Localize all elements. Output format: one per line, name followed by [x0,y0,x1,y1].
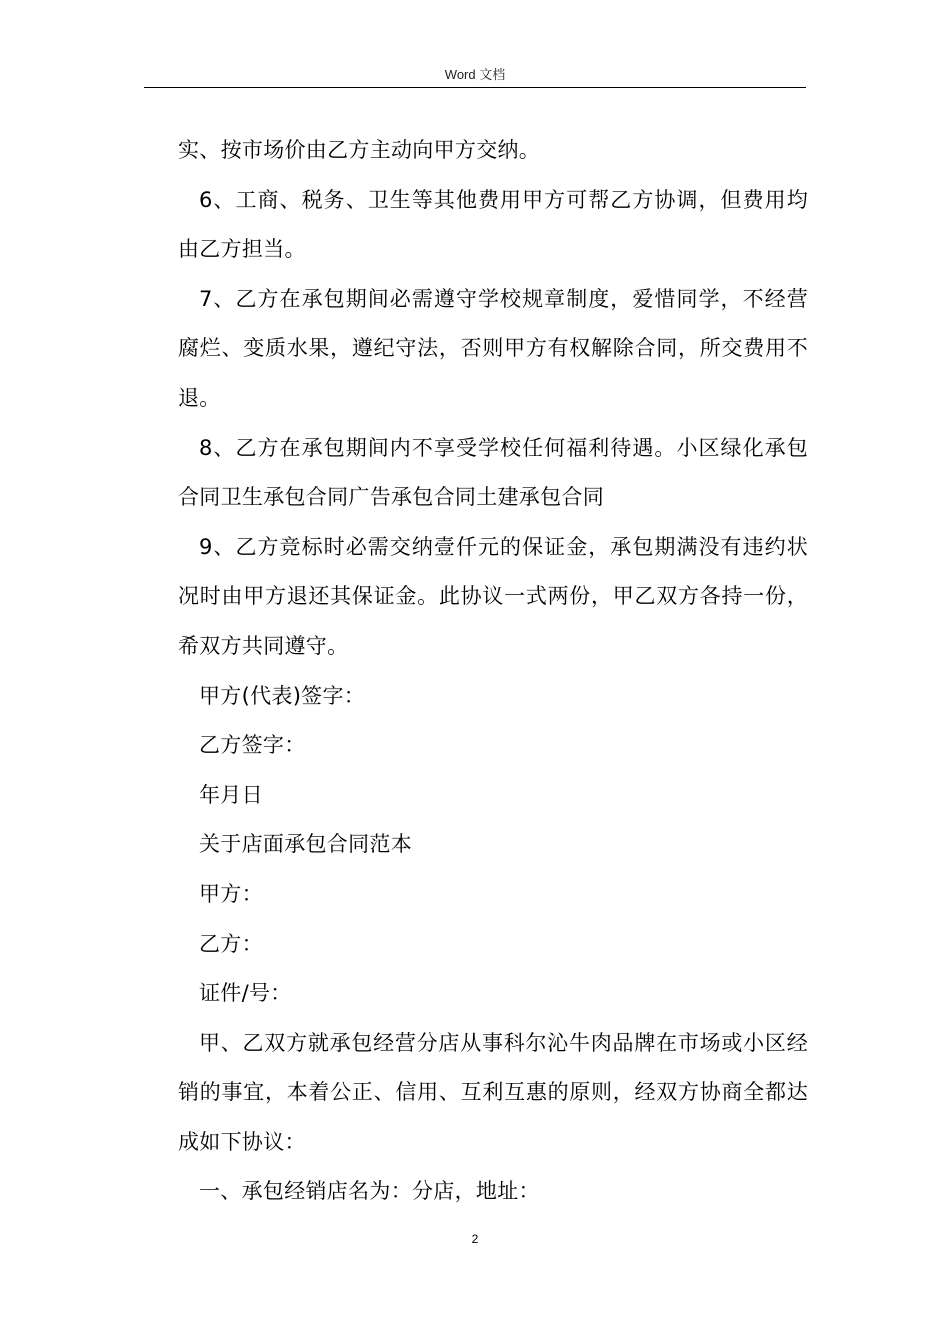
clause-one: 一、承包经销店名为：分店，地址： [199,1179,540,1204]
date-line: 年月日 [199,782,263,807]
paragraph-clause-9: 9、乙方竞标时必需交纳壹仟元的保证金，承包期满没有违约状况时由甲方退还其保证金。此协议一式两份，甲乙双方各持一份，希双方共同遵守。 [178,534,808,658]
paragraph-clause-8: 8、乙方在承包期间内不享受学校任何福利待遇。小区绿化承包合同卫生承包合同广告承包合同土建承包合同 [178,435,808,510]
id-number-line: 证件/号： [199,981,292,1006]
paragraph-continuation: 实、按市场价由乙方主动向甲方交纳。 [178,138,541,162]
agreement-intro: 甲、乙双方就承包经营分店从事科尔沁牛肉品牌在市场或小区经销的事宜，本着公正、信用、互利互惠的原则，经双方协商全都达成如下协议： [178,1030,808,1154]
party-b-line: 乙方： [199,931,263,956]
paragraph-clause-6: 6、工商、税务、卫生等其他费用甲方可帮乙方协调，但费用均由乙方担当。 [178,187,808,262]
page-header: Word 文档 [444,67,506,82]
section-title: 关于店面承包合同范本 [199,832,412,857]
party-a-signature-line: 甲方(代表)签字： [199,683,366,708]
party-a-line: 甲方： [199,881,263,906]
header-divider [144,87,806,88]
document-body [178,126,808,1217]
party-b-signature-line: 乙方签字： [199,733,306,758]
page-number: 2 [471,1232,479,1246]
paragraph-clause-7: 7、乙方在承包期间必需遵守学校规章制度，爱惜同学，不经营腐烂、变质水果，遵纪守法，否则甲方有权解除合同，所交费用不退。 [178,286,808,410]
